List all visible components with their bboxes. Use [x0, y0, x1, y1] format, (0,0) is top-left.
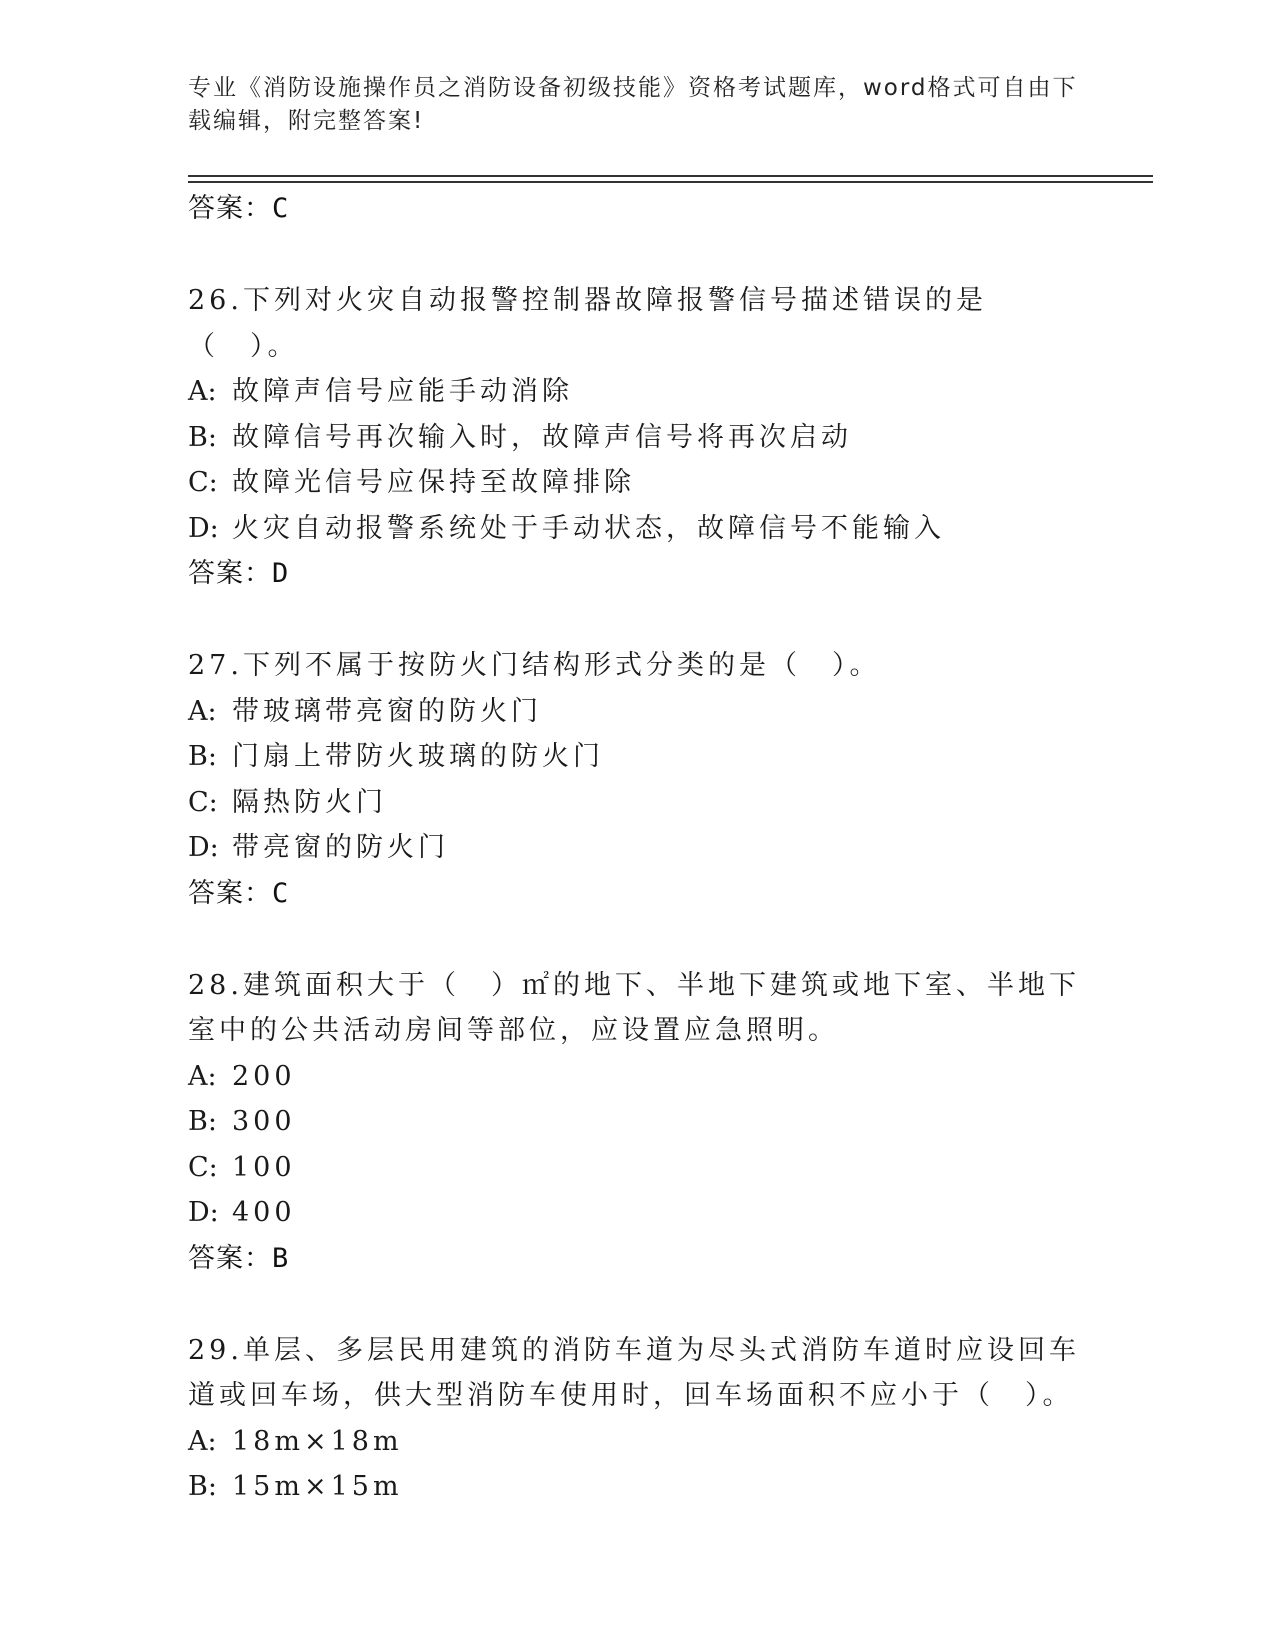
question-stem: 28.建筑面积大于（ ）㎡的地下、半地下建筑或地下室、半地下室中的公共活动房间等部位，应设置应急照明。 [188, 969, 1080, 1046]
option-text: 带玻璃带亮窗的防火门 [232, 695, 542, 727]
answer-line [188, 871, 1088, 917]
answer-value: B [272, 1242, 290, 1274]
answer-line [188, 551, 1088, 597]
answer-label: 答案： [188, 877, 272, 909]
option-key: C: [188, 467, 218, 498]
question-block [188, 278, 1088, 597]
option-text: 故障声信号应能手动消除 [232, 376, 573, 407]
option-text: 300 [232, 1106, 296, 1137]
question-spacer [188, 1282, 1088, 1328]
option-text: 门扇上带防火玻璃的防火门 [232, 741, 604, 772]
question-block [188, 643, 1088, 917]
option-key: B: [188, 1106, 217, 1137]
option-text: 200 [232, 1060, 296, 1092]
option-key: A: [188, 1425, 217, 1457]
option-key: D: [188, 1197, 219, 1228]
option-key: B: [188, 1471, 217, 1502]
question-spacer [188, 917, 1088, 963]
option-text: 故障光信号应保持至故障排除 [232, 467, 635, 498]
option-row [188, 1099, 1088, 1145]
option-text: 火灾自动报警系统处于手动状态，故障信号不能输入 [232, 512, 945, 544]
option-row [188, 415, 1088, 461]
option-key: C: [188, 1151, 218, 1183]
answer-label: 答案： [188, 558, 272, 589]
option-text: 带亮窗的防火门 [232, 832, 449, 863]
question-spacer [188, 597, 1088, 643]
question-stem: 26.下列对火灾自动报警控制器故障报警信号描述错误的是（ ）。 [188, 285, 987, 362]
question-list [188, 186, 1088, 1510]
option-row [188, 825, 1088, 871]
option-key: A: [188, 1060, 217, 1092]
option-text: 18m×18m [232, 1425, 403, 1457]
option-row [188, 1190, 1088, 1236]
option-row [188, 734, 1088, 780]
question-block [188, 1328, 1088, 1510]
answer-value: C [272, 877, 290, 909]
question-stem: 27.下列不属于按防火门结构形式分类的是（ ）。 [188, 650, 881, 681]
answer-line [188, 186, 1088, 232]
answer-label: 答案： [188, 193, 272, 224]
option-row [188, 460, 1088, 506]
option-key: D: [188, 832, 219, 863]
document-header [188, 72, 1088, 138]
option-key: B: [188, 741, 217, 772]
answer-value: C [272, 193, 290, 224]
question-stem: 29.单层、多层民用建筑的消防车道为尽头式消防车道时应设回车道或回车场，供大型消防车使用时，回车场面积不应小于（ ）。 [188, 1334, 1080, 1411]
option-row [188, 1419, 1088, 1465]
question-block [188, 963, 1088, 1282]
option-row [188, 689, 1088, 735]
header-line-2: 载编辑，附完整答案! [188, 108, 425, 134]
question-spacer [188, 232, 1088, 278]
option-key: C: [188, 786, 218, 818]
option-text: 隔热防火门 [232, 786, 387, 818]
option-text: 故障信号再次输入时，故障声信号将再次启动 [232, 421, 852, 453]
answer-line [188, 1236, 1088, 1282]
option-key: D: [188, 512, 219, 544]
option-key: A: [188, 695, 217, 727]
option-text: 15m×15m [232, 1471, 403, 1502]
option-row [188, 1145, 1088, 1191]
answer-label: 答案： [188, 1242, 272, 1274]
option-row [188, 369, 1088, 415]
answer-value: D [272, 558, 290, 589]
option-row [188, 1464, 1088, 1510]
option-row [188, 780, 1088, 826]
option-text: 100 [232, 1151, 296, 1183]
header-rule-top [188, 175, 1153, 177]
option-key: A: [188, 376, 217, 407]
option-row [188, 506, 1088, 552]
header-rule-bottom [188, 181, 1153, 183]
option-text: 400 [232, 1197, 296, 1228]
header-line-1: 专业《消防设施操作员之消防设备初级技能》资格考试题库，word格式可自由下 [188, 75, 1078, 101]
option-row [188, 1054, 1088, 1100]
option-key: B: [188, 421, 217, 453]
